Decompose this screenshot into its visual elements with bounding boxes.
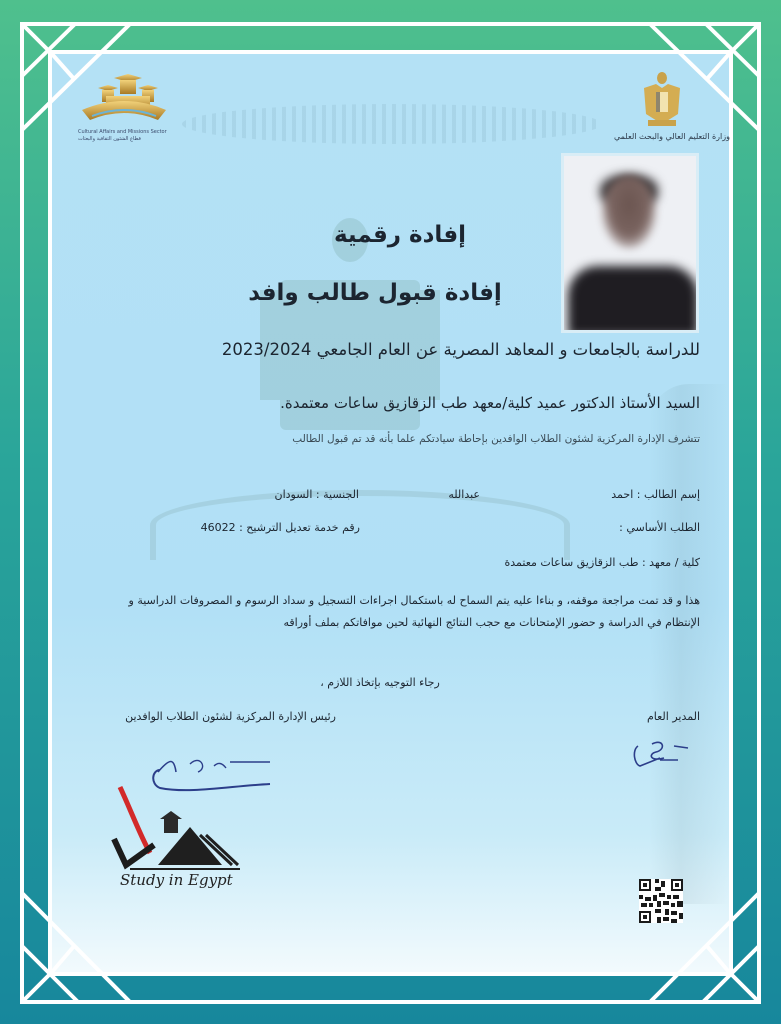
body-paragraph: هذا و قد تمت مراجعة موقفه، و بناءا عليه يتم السماح له باستكمال اجراءات التسجيل و سداد الرسوم و المصروفات الدراسية و الإنتظام في الدراسة و حضور الإمتحانات مع حجب النتائج النهائية لحين موافاتكم بملف أوراقه [128,594,700,629]
study-in-egypt-logo [110,785,245,900]
graduation-book-logo-icon [78,72,170,130]
ministry-logo [614,70,732,154]
pyramid-checkmark-icon [110,785,245,875]
closing-line: رجاء التوجيه بإتخاذ اللازم ، [320,676,440,689]
logo-caption-en: Cultural Affairs and Missions Sector [78,129,167,135]
student-last-name: عبدالله [448,488,480,501]
signature-title-general-manager: المدير العام [646,710,700,723]
nationality: الجنسية : السودان [274,488,359,501]
student-photo [561,153,699,333]
egypt-eagle-emblem-icon [640,70,684,130]
primary-request: الطلب الأساسي : [619,521,700,534]
faculty: كلية / معهد : طب الزقازيق ساعات معتمدة [504,556,700,569]
nomination-service-number: رقم خدمة تعديل الترشيح : 46022 [200,521,360,534]
title-digital-certificate: إفادة رقمية [333,222,467,248]
student-first-name: إسم الطالب : احمد [611,488,700,501]
signature-general-manager-icon [630,736,700,772]
study-in-egypt-text: Study in Egypt [120,871,233,889]
salutation: السيد الأستاذ الدكتور عميد كلية/معهد طب الزقازيق ساعات معتمدة. [280,394,700,412]
qr-code-icon[interactable] [639,879,683,923]
signature-title-central-admin: رئيس الإدارة المركزية لشئون الطلاب الوافدين [125,710,336,723]
subtitle-academic-year: للدراسة بالجامعات و المعاهد المصرية عن العام الجامعي 2023/2024 [221,340,700,359]
title-admission-certificate: إفادة قبول طالب وافد [248,280,502,306]
logo-caption-ar: قطاع الشئون الثقافية والبعثات [78,136,141,142]
ministry-caption: وزارة التعليم العالي والبحث العلمي [614,132,730,141]
intro-text: تتشرف الإدارة المركزية لشئون الطلاب الوافدين بإحاطة سيادتكم علما بأنه قد تم قبول الطالب [292,433,700,445]
cultural-affairs-logo [78,72,178,152]
